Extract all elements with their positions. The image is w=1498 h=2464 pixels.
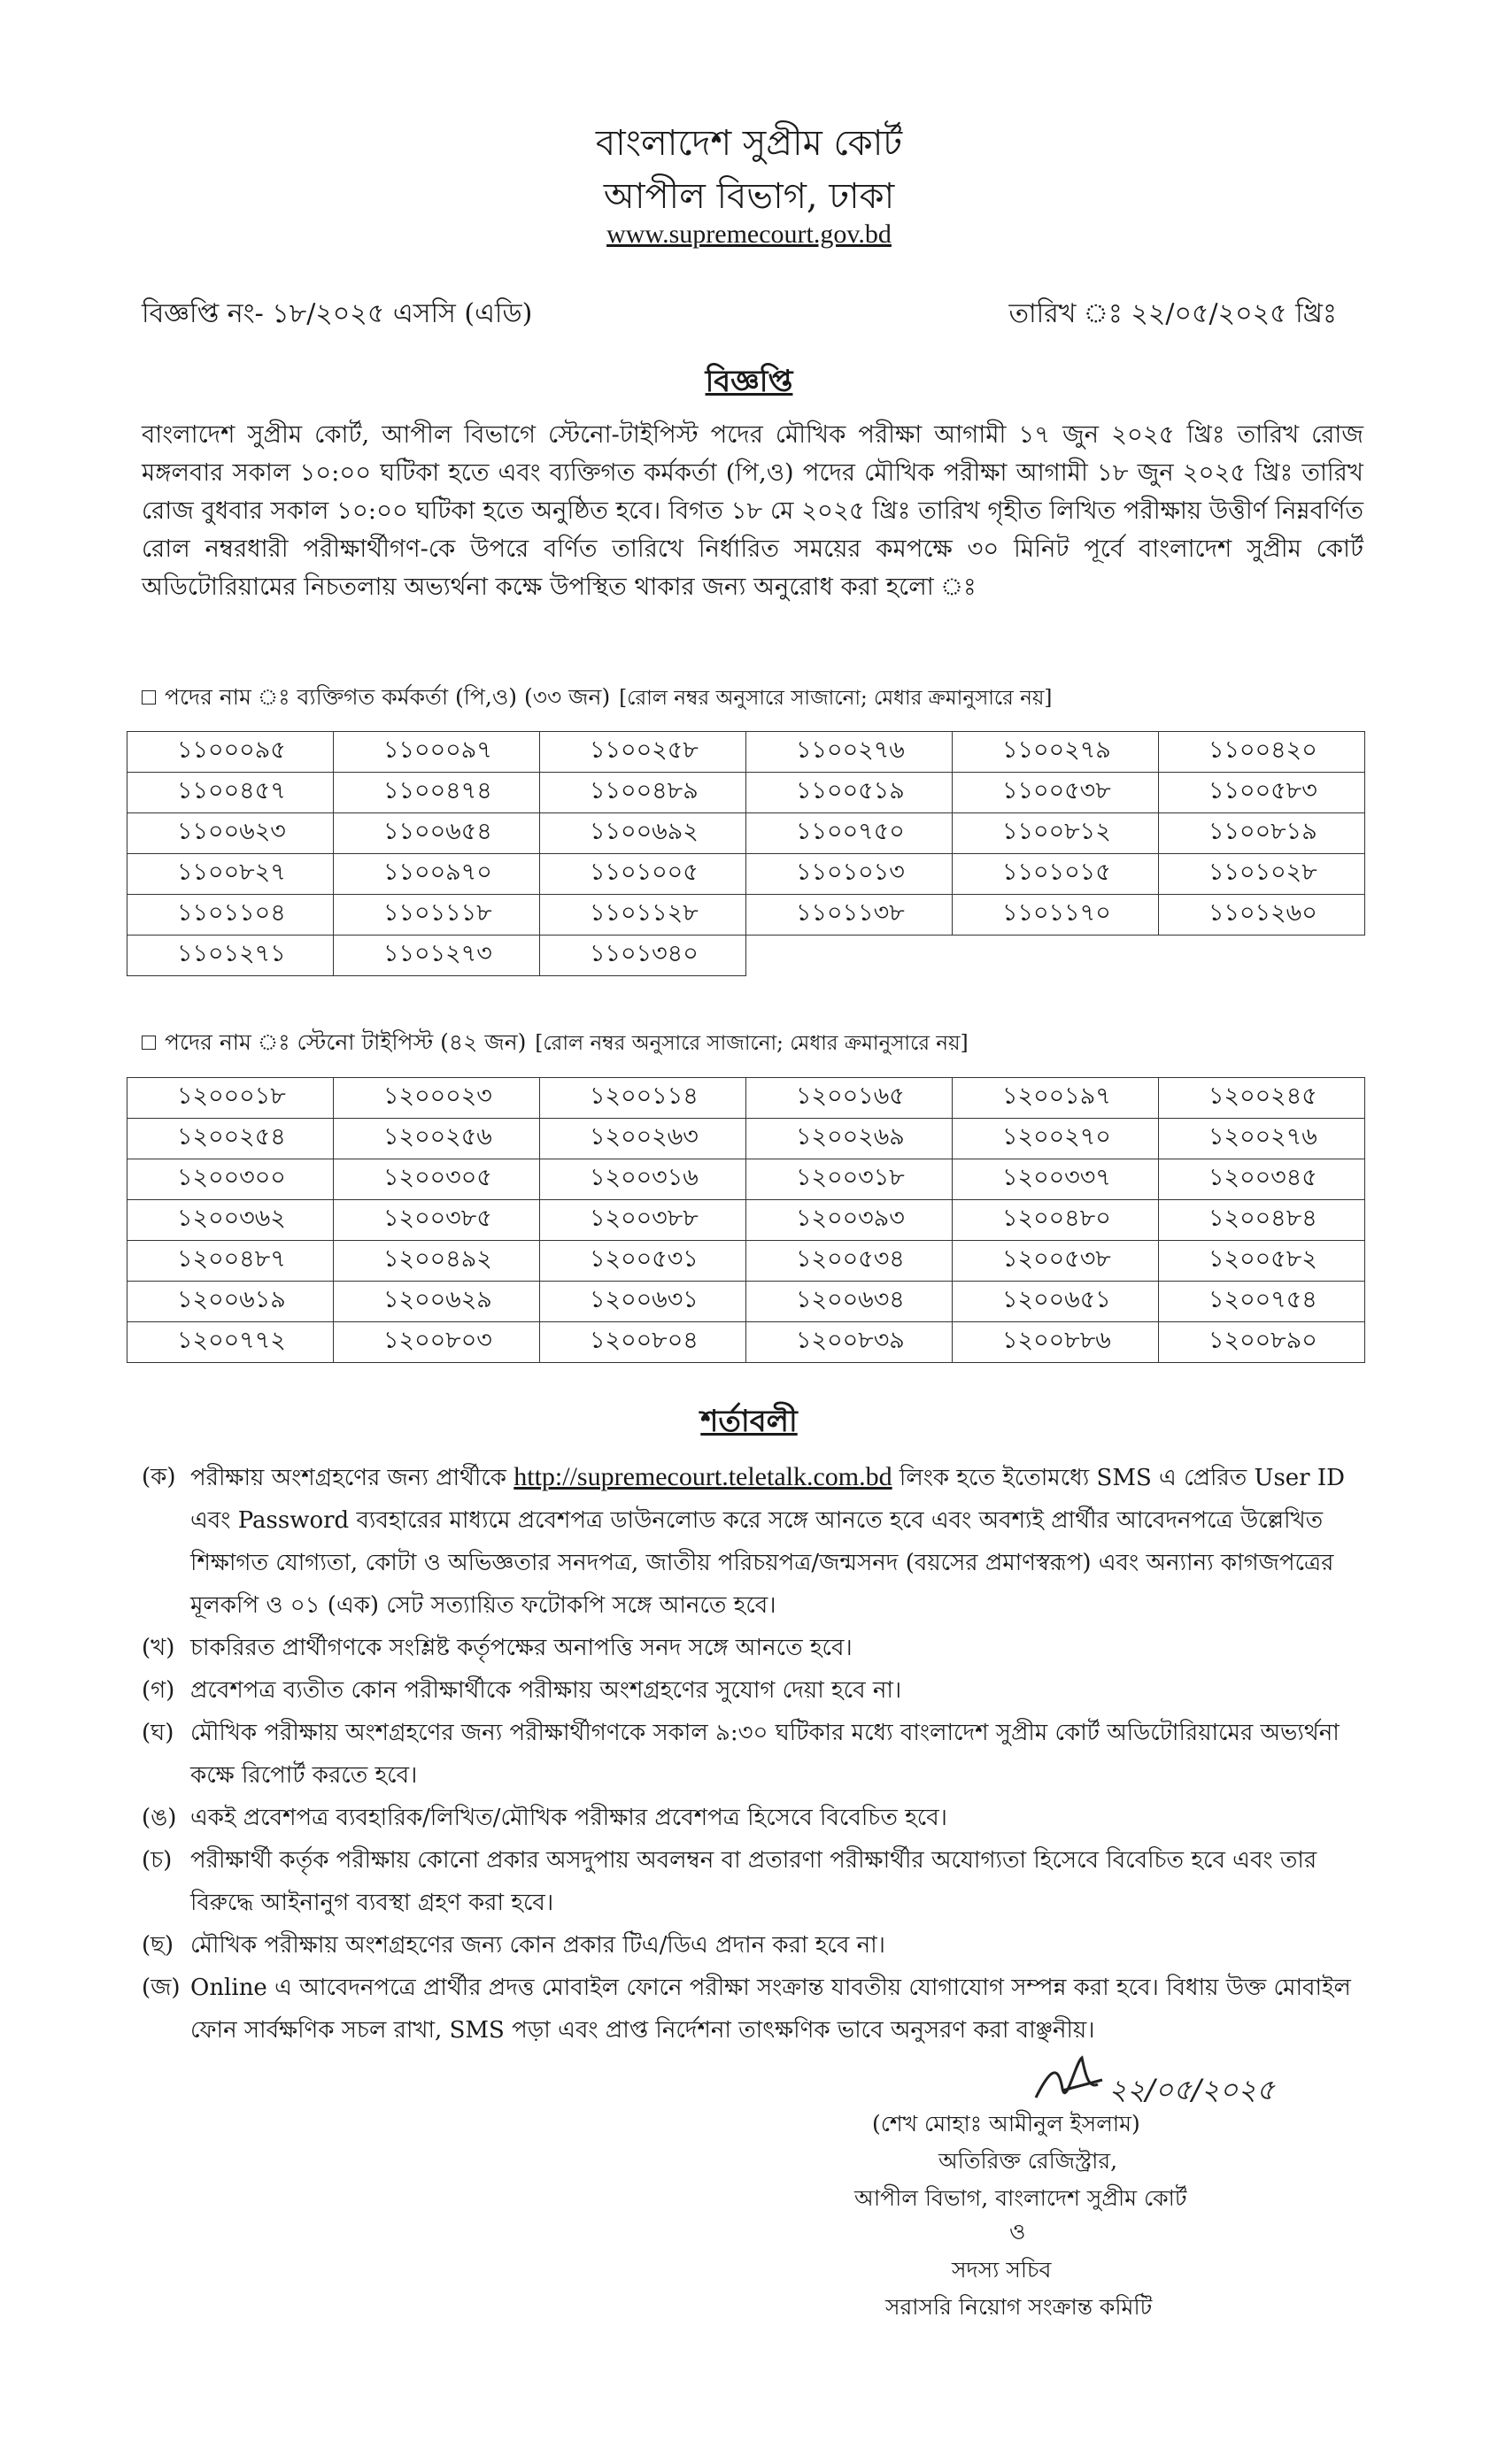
- roll-number-cell: ১১০১০২৮: [1159, 854, 1365, 895]
- roll-number-cell: ১২০০৩৯৩: [746, 1200, 953, 1241]
- roll-number-cell: ১১০১১০৪: [127, 895, 334, 936]
- roll-number-cell: ১২০০৬৫১: [953, 1282, 1159, 1322]
- roll-number-cell: ১১০০৬৫৪: [334, 813, 540, 854]
- roll-number-cell: ১১০০৯৭০: [334, 854, 540, 895]
- table-row: [127, 1200, 1365, 1241]
- roll-number-cell: ১২০০৫৩১: [540, 1241, 746, 1282]
- term-item: [142, 1797, 1363, 1839]
- roll-number-cell: ১১০০৫৩৮: [953, 773, 1159, 813]
- roll-number-cell: ১১০০০৯৭: [334, 732, 540, 773]
- roll-number-cell: ১২০০২৫৪: [127, 1119, 334, 1159]
- notice-date: তারিখ ঃ ২২/০৫/২০২৫ খ্রিঃ: [1008, 298, 1337, 329]
- roll-number-cell: ১১০০৬২৩: [127, 813, 334, 854]
- roll-number-cell: ১১০০৪৮৯: [540, 773, 746, 813]
- table-row: [127, 936, 1365, 976]
- post-steno-note: [রোল নম্বর অনুসারে সাজানো; মেধার ক্রমানুসারে নয়]: [535, 1032, 969, 1055]
- roll-number-cell: ১২০০৭৫৪: [1159, 1282, 1365, 1322]
- roll-number-cell: ১২০০০১৮: [127, 1078, 334, 1119]
- signatory-role: সদস্য সচিব: [952, 2257, 1052, 2283]
- roll-number-cell: ১১০০৬৯২: [540, 813, 746, 854]
- memo-number: বিজ্ঞপ্তি নং- ১৮/২০২৫ এসসি (এডি): [142, 298, 533, 329]
- roll-number-cell: ১২০০৮৩৯: [746, 1322, 953, 1363]
- term-text: একই প্রবেশপত্র ব্যবহারিক/লিখিত/মৌখিক পরীক্ষার প্রবেশপত্র হিসেবে বিবেচিত হবে।: [190, 1805, 947, 1831]
- signatory-committee: সরাসরি নিয়োগ সংক্রান্ত কমিটি: [885, 2294, 1153, 2320]
- roll-number-cell: ১২০০৪৮০: [953, 1200, 1159, 1241]
- roll-number-cell: ১১০০২৫৮: [540, 732, 746, 773]
- roll-number-cell: ১১০০৪৫৭: [127, 773, 334, 813]
- term-item: [142, 1712, 1363, 1797]
- teletalk-link[interactable]: http://supremecourt.teletalk.com.bd: [513, 1462, 892, 1491]
- post-steno-heading: [142, 1025, 969, 1063]
- term-marker: (জ): [142, 1975, 181, 2001]
- roll-number-cell: ১২০০২৬৯: [746, 1119, 953, 1159]
- roll-number-cell: ১১০০৮১৯: [1159, 813, 1365, 854]
- table-row: [127, 1241, 1365, 1282]
- roll-number-cell: ১২০০৩৩৭: [953, 1159, 1159, 1200]
- roll-number-cell: ১১০১২৬০: [1159, 895, 1365, 936]
- term-marker: (খ): [142, 1635, 175, 1661]
- term-text: প্রবেশপত্র ব্যতীত কোন পরীক্ষার্থীকে পরীক্ষায় অংশগ্রহণের সুযোগ দেয়া হবে না।: [190, 1677, 902, 1704]
- roll-number-cell: ১২০০৩৮৫: [334, 1200, 540, 1241]
- signatory-conjunction: ও: [1009, 2219, 1026, 2245]
- roll-number-cell: ১২০০২৭৬: [1159, 1119, 1365, 1159]
- table-row: [127, 895, 1365, 936]
- roll-number-cell: ১১০০২৭৬: [746, 732, 953, 773]
- roll-number-cell: ১২০০৫৩৪: [746, 1241, 953, 1282]
- roll-number-cell: ১১০০৪৭৪: [334, 773, 540, 813]
- table-row: [127, 1282, 1365, 1322]
- court-title: বাংলাদেশ সুপ্রীম কোর্ট: [595, 123, 903, 164]
- post-po-note: [রোল নম্বর অনুসারে সাজানো; মেধার ক্রমানুসারে নয়]: [619, 687, 1053, 710]
- roll-number-cell: ১২০০৬১৯: [127, 1282, 334, 1322]
- terms-list: [142, 1456, 1363, 2052]
- roll-number-cell: ১২০০৮৯০: [1159, 1322, 1365, 1363]
- notice-body: বাংলাদেশ সুপ্রীম কোর্ট, আপীল বিভাগে স্টেনো-টাইপিস্ট পদের মৌখিক পরীক্ষা আগামী ১৭ জুন ২০২৫ খ্রিঃ তারিখ রোজ মঙ্গলবার সকাল ১০:০০ ঘটিকা হতে এবং ব্যক্তিগত কর্মকর্তা (পি,ও) পদের মৌখিক পরীক্ষা আগামী ১৮ জুন ২০২৫ খ্রিঃ তারিখ রোজ বুধবার সকাল ১০:০০ ঘটিকা হতে অনুষ্ঠিত হবে। বিগত ১৮ মে ২০২৫ খ্রিঃ তারিখ গৃহীত লিখিত পরীক্ষায় উত্তীর্ণ নিম্নবর্ণিত রোল নম্বরধারী পরীক্ষার্থীগণ-কে উপরে বর্ণিত তারিখে নির্ধারিত সময়ের কমপক্ষে ৩০ মিনিট পূর্বে বাংলাদেশ সুপ্রীম কোর্ট অডিটোরিয়ামের নিচতলায় অভ্যর্থনা কক্ষে উপস্থিত থাকার জন্য অনুরোধ করা হলো ঃ: [142, 420, 1364, 601]
- post-po-label: পদের নাম ঃ ব্যক্তিগত কর্মকর্তা (পি,ও) (৩৩ জন): [165, 684, 611, 710]
- roll-number-cell: ১২০০৩১৬: [540, 1159, 746, 1200]
- table-row: [127, 1078, 1365, 1119]
- terms-heading: শর্তাবলী: [700, 1404, 798, 1439]
- roll-number-cell: ১২০০৭৭২: [127, 1322, 334, 1363]
- roll-number-cell: ১২০০৪৮৭: [127, 1241, 334, 1282]
- roll-number-cell: ১১০১২৭৩: [334, 936, 540, 976]
- roll-number-cell: ১২০০০২৩: [334, 1078, 540, 1119]
- term-marker: (ঘ): [142, 1720, 174, 1746]
- empty-cell: [953, 936, 1159, 976]
- roll-number-cell: ১২০০৪৮৪: [1159, 1200, 1365, 1241]
- roll-number-cell: ১২০০৬২৯: [334, 1282, 540, 1322]
- roll-table-steno: [127, 1077, 1365, 1363]
- signatory-division: আপীল বিভাগ, বাংলাদেশ সুপ্রীম কোর্ট: [854, 2185, 1187, 2211]
- roll-number-cell: ১১০১১৩৮: [746, 895, 953, 936]
- roll-number-cell: ১২০০১৯৭: [953, 1078, 1159, 1119]
- roll-number-cell: ১২০০৩৮৮: [540, 1200, 746, 1241]
- term-text: মৌখিক পরীক্ষায় অংশগ্রহণের জন্য কোন প্রকার টিএ/ডিএ প্রদান করা হবে না।: [190, 1932, 885, 1959]
- term-text: Online এ আবেদনপত্রে প্রার্থীর প্রদত্ত মোবাইল ফোনে পরীক্ষা সংক্রান্ত যাবতীয় যোগাযোগ সম্পন্ন করা হবে। বিধায় উক্ত মোবাইল ফোন সার্বক্ষণিক সচল রাখা, SMS পড়া এবং প্রাপ্ত নির্দেশনা তাৎক্ষণিক ভাবে অনুসরণ করা বাঞ্ছনীয়।: [190, 1975, 1351, 2044]
- term-item: [142, 1669, 1363, 1712]
- roll-number-cell: ১২০০২৭০: [953, 1119, 1159, 1159]
- table-row: [127, 854, 1365, 895]
- post-po-heading: [142, 680, 1052, 718]
- roll-number-cell: ১১০০৭৫০: [746, 813, 953, 854]
- roll-number-cell: ১২০০৬৩১: [540, 1282, 746, 1322]
- roll-number-cell: ১২০০২৫৬: [334, 1119, 540, 1159]
- roll-number-cell: ১২০০১৬৫: [746, 1078, 953, 1119]
- division-subtitle: আপীল বিভাগ, ঢাকা: [603, 176, 895, 217]
- roll-number-cell: ১২০০৩০০: [127, 1159, 334, 1200]
- table-row: [127, 1322, 1365, 1363]
- term-text: লিংক হতে ইতোমধ্যে SMS এ প্রেরিত User ID এবং Password ব্যবহারের মাধ্যমে প্রবেশপত্র ডাউনলোড করে সঙ্গে আনতে হবে এবং অবশ্যই প্রার্থীর আবেদনপত্রে উল্লেখিত শিক্ষাগত যোগ্যতা, কোটা ও অভিজ্ঞতার সনদপত্র, জাতীয় পরিচয়পত্র/জন্মসনদ (বয়সের প্রমাণস্বরূপ) এবং অন্যান্য কাগজপত্রের মূলকপি ও ০১ (এক) সেট সত্যায়িত ফটোকপি সঙ্গে আনতে হবে।: [190, 1465, 1345, 1619]
- roll-number-cell: ১২০০২৪৫: [1159, 1078, 1365, 1119]
- term-marker: (গ): [142, 1677, 175, 1704]
- term-item: [142, 1924, 1363, 1967]
- empty-cell: [1159, 936, 1365, 976]
- term-item: [142, 1627, 1363, 1669]
- checkbox-square-icon: [142, 1036, 156, 1050]
- roll-number-cell: ১১০১১৭০: [953, 895, 1159, 936]
- roll-number-cell: ১২০০৫৩৮: [953, 1241, 1159, 1282]
- table-row: [127, 773, 1365, 813]
- roll-number-cell: ১১০১৩৪০: [540, 936, 746, 976]
- roll-number-cell: ১২০০৩০৫: [334, 1159, 540, 1200]
- term-item: [142, 1839, 1363, 1924]
- roll-number-cell: ১১০০০৯৫: [127, 732, 334, 773]
- term-item: [142, 1456, 1363, 1627]
- roll-number-cell: ১১০১০০৫: [540, 854, 746, 895]
- signatory-designation: অতিরিক্ত রেজিস্ট্রার,: [938, 2148, 1118, 2174]
- term-text: পরীক্ষায় অংশগ্রহণের জন্য প্রার্থীকে: [190, 1465, 514, 1491]
- roll-number-cell: ১১০০২৭৯: [953, 732, 1159, 773]
- roll-table-po: [127, 731, 1365, 976]
- table-row: [127, 813, 1365, 854]
- term-marker: (চ): [142, 1847, 173, 1874]
- roll-number-cell: ১২০০২৬৩: [540, 1119, 746, 1159]
- checkbox-square-icon: [142, 690, 156, 705]
- term-marker: (ছ): [142, 1932, 174, 1959]
- term-text: মৌখিক পরীক্ষায় অংশগ্রহণের জন্য পরীক্ষার্থীগণকে সকাল ৯:৩০ ঘটিকার মধ্যে বাংলাদেশ সুপ্রীম কোর্ট অডিটোরিয়ামের অভ্যর্থনা কক্ষে রিপোর্ট করতে হবে।: [190, 1720, 1340, 1789]
- roll-number-cell: ১২০০৪৯২: [334, 1241, 540, 1282]
- roll-number-cell: ১১০১১১৮: [334, 895, 540, 936]
- roll-number-cell: ১২০০১১৪: [540, 1078, 746, 1119]
- table-row: [127, 1119, 1365, 1159]
- roll-number-cell: ১২০০৮৮৬: [953, 1322, 1159, 1363]
- roll-number-cell: ১১০১০১৩: [746, 854, 953, 895]
- roll-number-cell: ১২০০৮০৪: [540, 1322, 746, 1363]
- term-marker: (ঙ): [142, 1805, 177, 1831]
- roll-number-cell: ১২০০৫৮২: [1159, 1241, 1365, 1282]
- signature-date: ২২/০৫/২০২৫: [1108, 2073, 1275, 2106]
- roll-number-cell: ১১০০৮২৭: [127, 854, 334, 895]
- roll-number-cell: ১১০০৫৮৩: [1159, 773, 1365, 813]
- roll-number-cell: ১১০১২৭১: [127, 936, 334, 976]
- roll-number-cell: ১১০০৮১২: [953, 813, 1159, 854]
- roll-number-cell: ১২০০৩১৮: [746, 1159, 953, 1200]
- roll-number-cell: ১১০০৫১৯: [746, 773, 953, 813]
- roll-number-cell: ১২০০৮০৩: [334, 1322, 540, 1363]
- signatory-name: (শেখ মোহাঃ আমীনুল ইসলাম): [872, 2111, 1140, 2137]
- table-row: [127, 1159, 1365, 1200]
- term-text: চাকরিরত প্রার্থীগণকে সংশ্লিষ্ট কর্তৃপক্ষের অনাপত্তি সনদ সঙ্গে আনতে হবে।: [190, 1635, 853, 1661]
- roll-number-cell: ১১০০৪২০: [1159, 732, 1365, 773]
- term-text: পরীক্ষার্থী কর্তৃক পরীক্ষায় কোনো প্রকার অসদুপায় অবলম্বন বা প্রতারণা পরীক্ষার্থীর অযোগ্যতা হিসেবে বিবেচিত হবে এবং তার বিরুদ্ধে আইনানুগ ব্যবস্থা গ্রহণ করা হবে।: [190, 1847, 1317, 1916]
- roll-number-cell: ১১০১১২৮: [540, 895, 746, 936]
- roll-number-cell: ১২০০৬৩৪: [746, 1282, 953, 1322]
- table-row: [127, 732, 1365, 773]
- roll-number-cell: ১১০১০১৫: [953, 854, 1159, 895]
- empty-cell: [746, 936, 953, 976]
- roll-number-cell: ১২০০৩৪৫: [1159, 1159, 1365, 1200]
- notice-heading: বিজ্ঞপ্তি: [705, 364, 793, 399]
- roll-number-cell: ১২০০৩৬২: [127, 1200, 334, 1241]
- website-link[interactable]: www.supremecourt.gov.bd: [606, 219, 892, 249]
- post-steno-label: পদের নাম ঃ স্টেনো টাইপিস্ট (৪২ জন): [165, 1029, 527, 1055]
- term-marker: (ক): [142, 1464, 176, 1490]
